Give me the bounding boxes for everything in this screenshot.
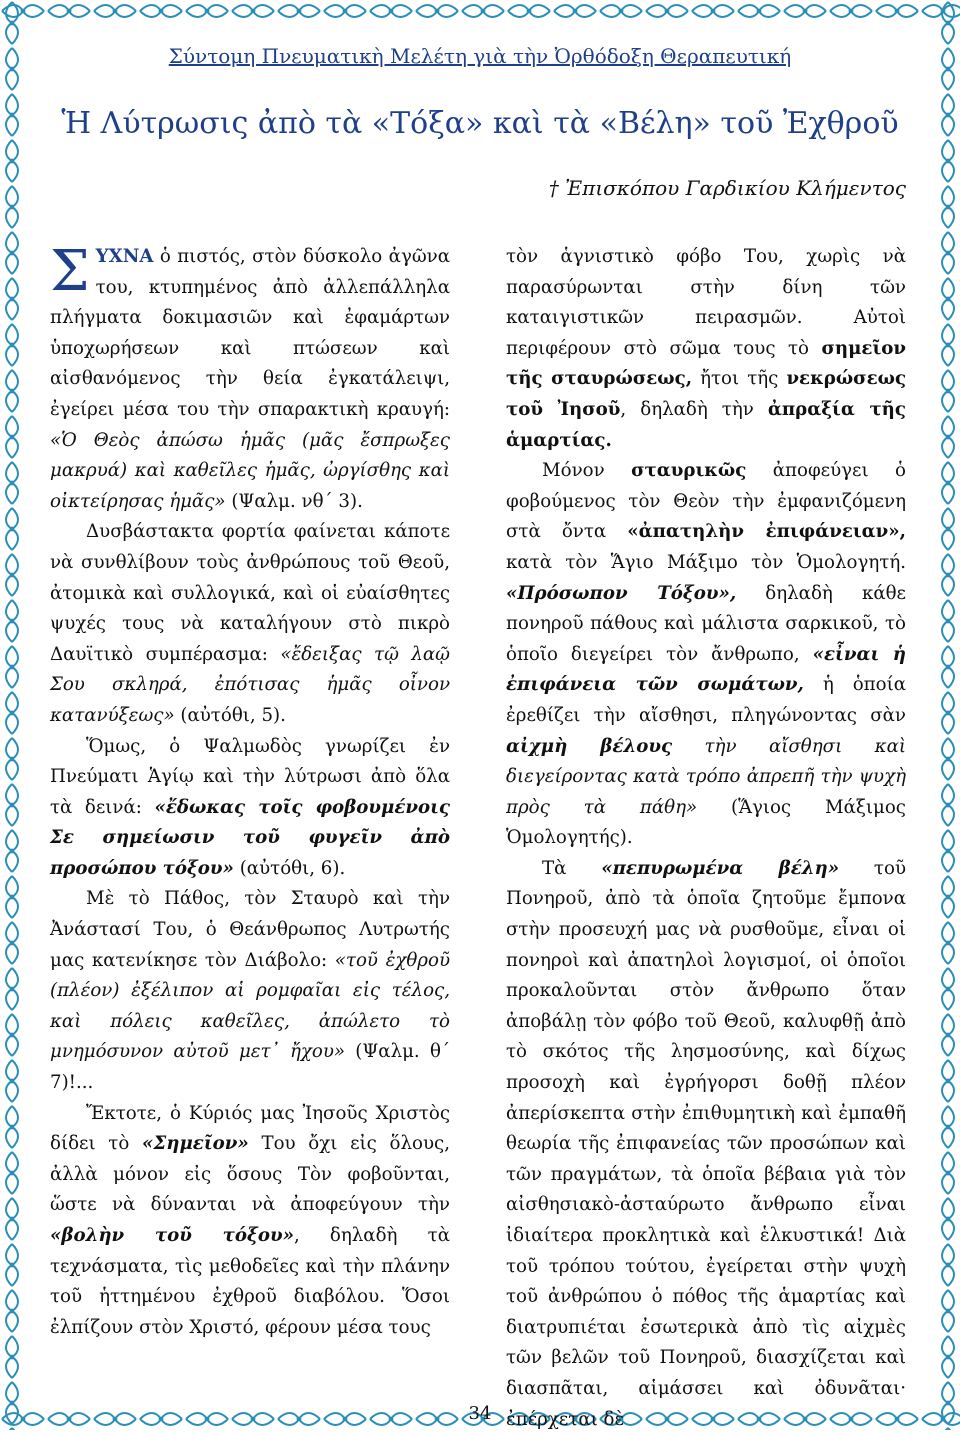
text: τοῦ Πονηροῦ, ἀπὸ τὰ ὁποῖα ζητοῦμε ἔμπονα στὴν προσευχή μας νὰ ρυσθοῦμε, εἶναι οἱ πονηροὶ καὶ ἀπατηλοὶ λογισμοί, οἱ ὁποῖοι προκαλοῦνται στὸν ἄνθρωπο ὅταν ἀποβάλῃ τὸν φόβο τοῦ Θεοῦ, καλυφθῇ ἀπὸ τὸ σκότος τῆς λησμοσύνης, καὶ δίχως προσοχὴ καὶ ἐγρήγορσι δοθῇ πλέον ἀπερίσκεπτα στὴν ἐπιθυμητικὴ καὶ ἐμπαθῆ θεωρία τῆς ἐπιφανείας τῶν προσώπων καὶ τῶν πραγμάτων, τὰ ὁποῖα βέβαια γιὰ τὸν αἰσθησιακὸ-ἀσταύρωτο ἄνθρωπο εἶναι ἰδιαίτερα προκλητικὰ καὶ ἑλκυστικά! Διὰ τοῦ τρόπου τούτου, ἐγείρεται στὴν ψυχὴ τοῦ ἀνθρώπου ὁ πόθος τῆς ἁμαρτίας καὶ διατρυπιέται ἐσωτερικὰ ἀπὸ τὶς αἰχμὲς τῶν βελῶν τοῦ Πονηροῦ, διασχίζεται καὶ διασπᾶται, αἱμάσσει καὶ ὀδυνᾶται· ἐπέρχεται δὲ [506,857,906,1430]
quote: «Πρόσωπον Τόξου», [506,582,737,604]
opening-word: ΥΧΝΑ [95,246,154,267]
quote: «ἔδειξας τῷ λαῷ Σου σκληρά, ἐπότισας ἡμᾶς οἶνον κατανύξεως» [50,643,450,726]
ornamental-border-top [0,0,960,22]
text: τὸν ἁγνιστικὸ φόβο Του, χωρὶς νὰ παρασύρωνται στὴν δίνη τῶν καταιγιστικῶν πειρασμῶν. Αὐτοὶ περιφέρουν στὸ σῶμα τους τὸ [506,246,906,359]
text: Του ὄχι εἰς ὅλους, ἀλλὰ μόνον εἰς ὅσους Τὸν φοβοῦνται, ὥστε νὰ δύνανται νὰ ἀποφεύγουν τὴν [50,1133,450,1216]
text: Μὲ τὸ Πάθος, τὸν Σταυρὸ καὶ τὴν Ἀνάστασί Του, ὁ Θεάνθρωπος Λυτρωτής μας κατενίκησε τὸν Διάβολο: [50,888,450,971]
emphasis: σταυρικῶς [631,460,747,482]
text: (αὐτόθι, 6). [233,857,346,879]
ornamental-border-left [0,0,24,1430]
author-line: † Ἐπισκόπου Γαρδικίου Κλήμεντος [548,176,906,200]
text: , δηλαδὴ τὰ τεχνάσματα, τὶς μεθοδεῖες καὶ τὴν πλάνην τοῦ ἡττημένου ἐχθροῦ διαβόλου. Ὅσοι ἐλπίζουν στὸν Χριστό, φέρουν μέσα τους [50,1225,450,1338]
journal-header: Σύντομη Πνευματικὴ Μελέτη γιὰ τὴν Ὀρθόδοξη Θεραπευτική [168,44,792,68]
text: ἤτοι τῆς [692,368,787,390]
emphasis: ἀπραξία τῆς ἁμαρτίας. [506,398,906,451]
text: (Ἅγιος Μάξιμος Ὁμολογητής). [506,796,906,849]
quote: «Σημεῖον» [142,1133,249,1155]
quote: «ἔδωκας τοῖς φοβουμένοις Σε σημείωσιν τοῦ φυγεῖν ἀπὸ προσώπου τόξου» [50,796,450,879]
paragraph [50,884,450,1098]
quote: «πεπυρωμένα βέλη» [601,857,840,879]
ornamental-border-right [936,0,960,1430]
text: ὁ πιστός, στὸν δύσκολο ἀγῶνα του, κτυπημένος ἀπὸ ἀλλεπάλληλα πλήγματα δοκιμασιῶν καὶ ἐφαμάρτων ὑποχωρήσεων καὶ πτώσεων καὶ αἰσθανόμενος τὴν θεία ἐγκατάλειψι, ἐγείρει μέσα του τὴν σπαρακτικὴ κραυγή: [50,246,450,420]
text: ἀποφεύγει ὁ φοβούμενος τὸν Θεὸν τὴν ἐμφανιζόμενη στὰ ὄντα [506,460,906,543]
text: Μόνον [542,460,632,482]
paragraph [506,456,906,854]
paragraph [50,239,450,517]
text: , δηλαδὴ τὴν [620,398,768,420]
text: (Ψαλμ. νθ´ 3). [225,490,363,512]
text: Δυσβάστακτα φορτία φαίνεται κάποτε νὰ συνθλίβουν τοὺς ἀνθρώπους τοῦ Θεοῦ, ἀτομικὰ καὶ συλλογικά, καὶ οἱ εὐαίσθητες ψυχές τους νὰ καταλήγουν στὸ πικρὸ Δαυϊτικὸ συμπέρασμα: [50,521,450,665]
paragraph [50,732,450,885]
emphasis: σημεῖον τῆς σταυρώσεως, [506,337,906,390]
paragraph [506,854,906,1435]
text: (αὐτόθι, 5). [174,704,286,726]
text: Ὅμως, ὁ Ψαλμωδὸς γνωρίζει ἐν Πνεύματι Ἁγίῳ καὶ τὴν λύτρωσι ἀπὸ ὅλα τὰ δεινά: [50,735,450,818]
text: ἡ ὁποία ἐρεθίζει τὴν αἴσθησι, πληγώνοντας σὰν [506,674,906,726]
text: (Ψαλμ. θ´ 7)!... [50,1041,451,1094]
quote: «βολὴν τοῦ τόξου» [50,1225,294,1246]
quote: «Ὁ Θεὸς ἀπώσω ἡμᾶς (μᾶς ἔσπρωξες μακρυά) καὶ καθεῖλες ἡμᾶς, ὠργίσθης καὶ οἰκτείρησας ἡμᾶς» [50,429,450,512]
text: κατὰ τὸν Ἅγιο Μάξιμο τὸν Ὁμολογητή. [506,551,906,573]
quote: «εἶναι ἡ ἐπιφάνεια τῶν σωμάτων, [506,643,907,696]
drop-cap: Σ [50,239,90,304]
page-number: 34 [468,1403,492,1424]
text: Ἔκτοτε, ὁ Κύριός μας Ἰησοῦς Χριστὸς δίδει τὸ [50,1102,450,1155]
paragraph [50,517,450,731]
quote: τὴν αἴσθησι καὶ διεγείροντας κατὰ τρόπο ἀπρεπῆ τὴν ψυχὴ πρὸς τὰ πάθη» [506,735,907,818]
right-column [506,242,906,1435]
paragraph [50,1099,450,1344]
article-title: Ἡ Λύτρωσις ἀπὸ τὰ «Τόξα» καὶ τὰ «Βέλη» τοῦ Ἐχθροῦ [61,106,899,141]
emphasis: νεκρώσεως τοῦ Ἰησοῦ [506,368,907,420]
paragraph [506,242,906,456]
quote: αἰχμὴ βέλους [506,735,673,757]
emphasis: «ἀπατηλὴν ἐπιφάνειαν», [627,521,906,543]
text: Τὰ [542,857,602,879]
quote: «τοῦ ἐχθροῦ (πλέον) ἐξέλιπον αἱ ρομφαῖαι εἰς τέλος, καὶ πόλεις καθεῖλες, ἀπώλετο τὸ μνημόσυνον αὐτοῦ μετ᾽ ἤχου» [50,949,450,1063]
left-column [50,239,451,1343]
text: δηλαδὴ κάθε πονηροῦ πάθους καὶ μάλιστα σαρκικοῦ, τὸ ὁποῖο διεγείρει τὸν ἄνθρωπο, [506,582,906,665]
